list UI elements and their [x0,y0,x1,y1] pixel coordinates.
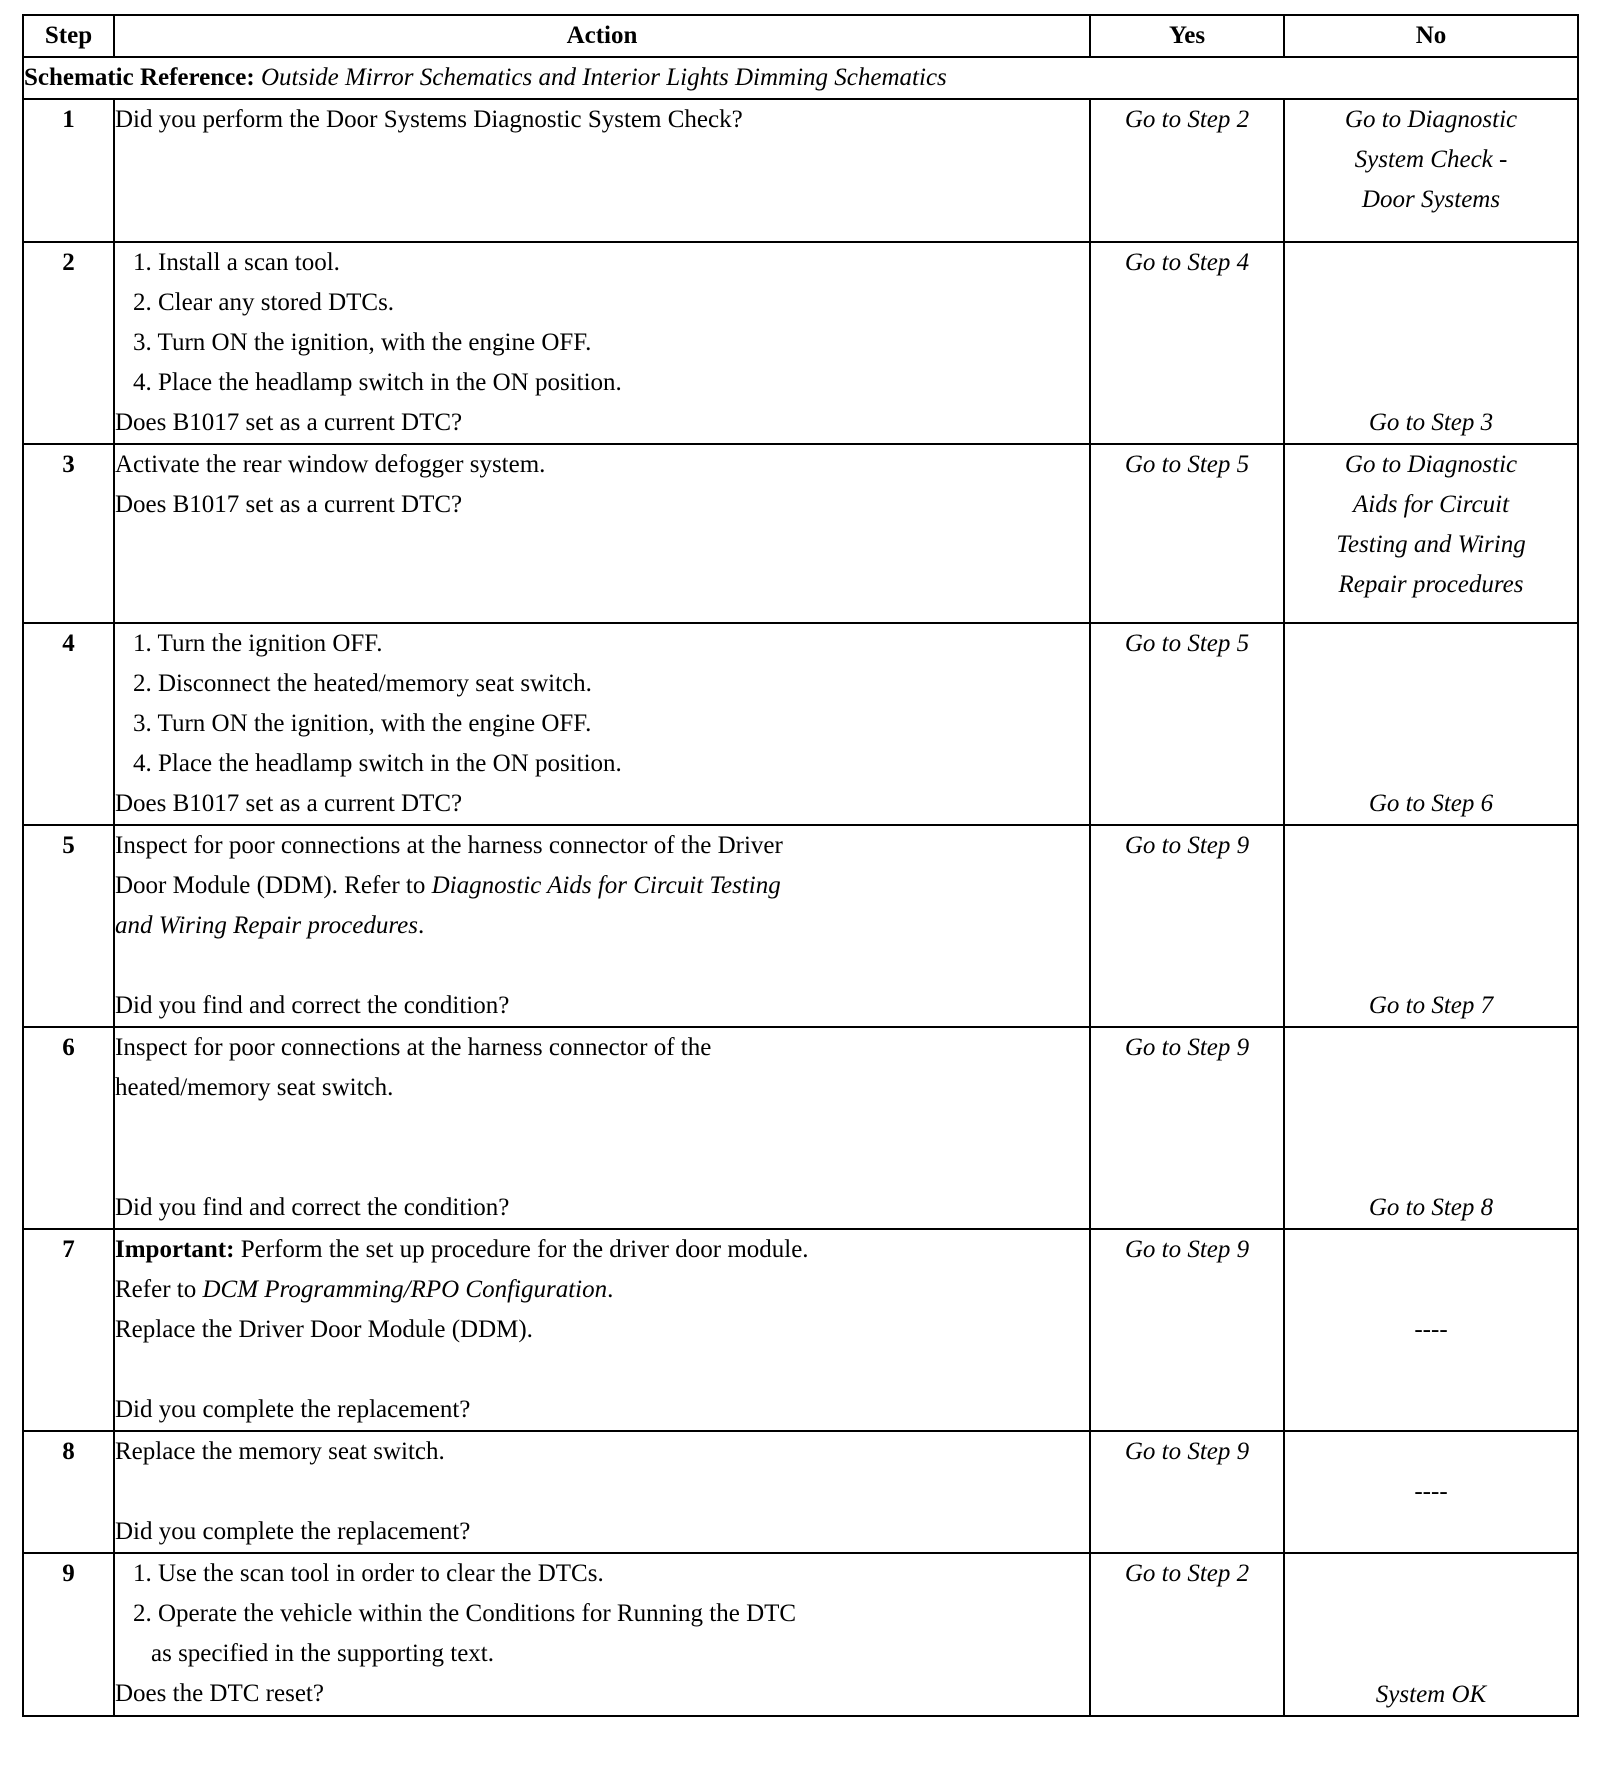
list-item: 1. Use the scan tool in order to clear the DTCs. [133,1560,604,1587]
header-no: No [1284,15,1578,57]
action-cell [114,1431,1090,1553]
action-line [115,906,1089,946]
action-line: Activate the rear window defogger system. [115,451,546,478]
spacer [115,1148,1089,1188]
yes-link[interactable]: Go to Step 9 [1090,1027,1284,1229]
list-item: 4. Place the headlamp switch in the ON position. [133,750,622,777]
table-row [23,1027,1578,1229]
step-number: 4 [23,623,114,825]
list-item: 2. Clear any stored DTCs. [133,289,395,316]
header-action: Action [114,15,1090,57]
no-line: Go to Diagnostic [1344,451,1518,478]
action-cell [114,444,1090,623]
action-question: Did you find and correct the condition? [115,992,510,1019]
yes-link[interactable]: Go to Step 9 [1090,1431,1284,1553]
table-row [23,99,1578,242]
action-question: Does B1017 set as a current DTC? [115,409,463,436]
action-text: Refer to [115,1276,203,1303]
action-cell [114,99,1090,242]
no-dash: ---- [1284,1431,1578,1553]
step-number: 8 [23,1431,114,1553]
action-question: Does the DTC reset? [115,1680,324,1707]
table-row [23,1553,1578,1716]
header-step: Step [23,15,114,57]
no-dash: ---- [1284,1229,1578,1431]
yes-link[interactable]: Go to Step 2 [1090,99,1284,242]
step-number: 5 [23,825,114,1027]
table-row [23,242,1578,444]
action-list [115,1554,1089,1674]
spacer [115,1108,1089,1148]
action-question: Does B1017 set as a current DTC? [115,491,463,518]
no-link[interactable]: Go to Step 3 [1284,242,1578,444]
header-row [23,15,1578,57]
action-cell [114,1229,1090,1431]
action-line [115,866,1089,906]
no-line: Door Systems [1361,186,1501,213]
action-line: Inspect for poor connections at the harness connector of the [115,1034,712,1061]
no-line: Repair procedures [1338,571,1524,598]
list-item: 3. Turn ON the ignition, with the engine OFF. [133,329,592,356]
no-line: Go to Diagnostic [1344,106,1518,133]
important-note [115,1230,1089,1270]
step-number: 1 [23,99,114,242]
important-text: Perform the set up procedure for the driver door module. [234,1236,809,1263]
schematic-reference-link[interactable]: Outside Mirror Schematics and Interior Lights Dimming Schematics [260,64,947,91]
list-item: 4. Place the headlamp switch in the ON position. [133,369,622,396]
reference-link[interactable]: and Wiring Repair procedures [115,912,418,939]
action-list [115,624,1089,784]
table-row [23,1431,1578,1553]
list-item: 3. Turn ON the ignition, with the engine OFF. [133,710,592,737]
list-item: 2. Operate the vehicle within the Conditions for Running the DTC [133,1600,797,1627]
step-number: 3 [23,444,114,623]
action-line [115,1270,1089,1310]
yes-link[interactable]: Go to Step 5 [1090,623,1284,825]
schematic-reference [23,57,1578,99]
action-cell [114,242,1090,444]
action-cell [114,1553,1090,1716]
diagnostic-table [22,14,1579,1717]
action-text: Door Module (DDM). Refer to [115,872,432,899]
reference-link[interactable]: Diagnostic Aids for Circuit Testing [431,872,781,899]
no-line: Testing and Wiring [1336,531,1526,558]
no-line: Aids for Circuit [1352,491,1510,518]
no-line: System Check - [1354,146,1508,173]
no-link[interactable] [1284,99,1578,242]
no-result: System OK [1284,1553,1578,1716]
action-cell [114,825,1090,1027]
step-number: 6 [23,1027,114,1229]
no-link[interactable]: Go to Step 6 [1284,623,1578,825]
spacer [115,946,1089,986]
list-item: 2. Disconnect the heated/memory seat switch. [133,670,592,697]
step-number: 2 [23,242,114,444]
step-number: 7 [23,1229,114,1431]
table-row [23,444,1578,623]
list-item: 1. Install a scan tool. [133,249,340,276]
action-question: Did you complete the replacement? [115,1396,471,1423]
spacer [115,1472,1089,1512]
spacer [115,1350,1089,1390]
important-label: Important: [115,1236,235,1263]
table-row [23,825,1578,1027]
reference-link[interactable]: DCM Programming/RPO Configuration [202,1276,608,1303]
yes-link[interactable]: Go to Step 2 [1090,1553,1284,1716]
schematic-reference-row [23,57,1578,99]
action-cell [114,623,1090,825]
action-text: . [607,1276,614,1303]
no-link[interactable]: Go to Step 8 [1284,1027,1578,1229]
action-line: heated/memory seat switch. [115,1074,394,1101]
action-list [115,243,1089,403]
action-question: Does B1017 set as a current DTC? [115,790,463,817]
action-line: Replace the Driver Door Module (DDM). [115,1316,533,1343]
list-item: 1. Turn the ignition OFF. [133,630,383,657]
no-link[interactable] [1284,444,1578,623]
yes-link[interactable]: Go to Step 9 [1090,825,1284,1027]
yes-link[interactable]: Go to Step 9 [1090,1229,1284,1431]
action-line: Replace the memory seat switch. [115,1438,445,1465]
schematic-reference-label: Schematic Reference: [24,64,255,91]
list-item-continuation: as specified in the supporting text. [151,1640,494,1667]
action-text: . [417,912,425,939]
table-row [23,1229,1578,1431]
step-number: 9 [23,1553,114,1716]
action-line: Did you perform the Door Systems Diagnostic System Check? [115,106,743,133]
table-row [23,623,1578,825]
action-line: Inspect for poor connections at the harness connector of the Driver [115,832,783,859]
action-question: Did you complete the replacement? [115,1518,471,1545]
action-cell [114,1027,1090,1229]
action-question: Did you find and correct the condition? [115,1194,510,1221]
yes-link[interactable]: Go to Step 5 [1090,444,1284,623]
no-link[interactable]: Go to Step 7 [1284,825,1578,1027]
header-yes: Yes [1090,15,1284,57]
yes-link[interactable]: Go to Step 4 [1090,242,1284,444]
